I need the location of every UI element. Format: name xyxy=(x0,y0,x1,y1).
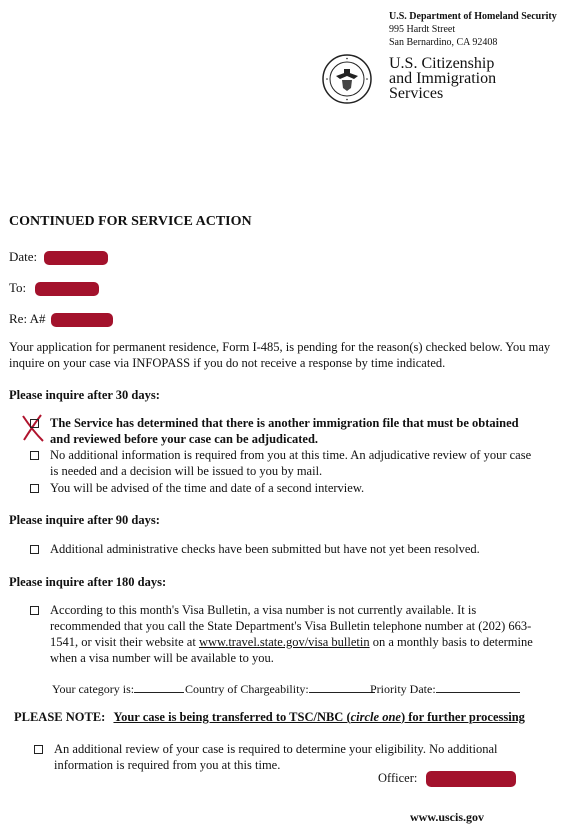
date-field xyxy=(9,249,108,265)
date-redaction xyxy=(44,251,108,265)
option-admin-checks-checkbox[interactable] xyxy=(30,545,39,554)
option-additional-review[interactable] xyxy=(34,741,554,773)
option-visa-bulletin-checkbox[interactable] xyxy=(30,606,39,615)
category-label: Your category is: xyxy=(52,682,135,696)
priority-date-label: Priority Date: xyxy=(370,682,436,696)
to-field xyxy=(9,280,99,296)
agency-name-line1: U.S. Citizenship xyxy=(389,55,495,72)
agency-name xyxy=(389,56,496,101)
city-address: San Bernardino, CA 92408 xyxy=(389,37,498,48)
re-label: Re: A# xyxy=(9,311,46,326)
street-address: 995 Hardt Street xyxy=(389,24,456,35)
transfer-notice-c: ) for further processing xyxy=(400,710,525,724)
agency-name-line3: Services xyxy=(389,85,444,102)
option-another-file-checkbox[interactable] xyxy=(30,419,39,428)
option-another-file[interactable] xyxy=(30,415,540,447)
section-90-days-heading: Please inquire after 90 days: xyxy=(9,513,160,527)
to-redaction xyxy=(35,282,99,296)
category-blank[interactable] xyxy=(134,682,184,693)
date-label: Date: xyxy=(9,249,38,264)
option-no-info-required-checkbox[interactable] xyxy=(30,451,39,460)
option-no-info-required[interactable] xyxy=(30,447,542,479)
visa-bulletin-text-part1: According to this month's Visa Bulletin, a visa number is not currently available. It is recommended that you call the State Department's Visa Bulletin telephone number at (202) 663-1541, or visit their website at xyxy=(50,603,532,649)
priority-date-field xyxy=(370,682,520,697)
option-admin-checks-text: Additional administrative checks have been submitted but have not yet been resolved. xyxy=(50,542,480,556)
department-name: U.S. Department of Homeland Security xyxy=(389,11,557,22)
option-second-interview-checkbox[interactable] xyxy=(30,484,39,493)
re-field xyxy=(9,311,113,327)
officer-redaction xyxy=(426,771,516,787)
option-no-info-required-text: No additional information is required from you at this time. An adjudicative review of your case is needed and a decision will be issued to you by mail. xyxy=(50,448,532,478)
website-url[interactable]: www.uscis.gov xyxy=(410,810,485,824)
country-blank[interactable] xyxy=(309,682,375,693)
priority-date-blank[interactable] xyxy=(436,682,520,693)
officer-field xyxy=(378,771,516,787)
visa-bulletin-link[interactable]: www.travel.state.gov/visa bulletin xyxy=(198,635,370,649)
dhs-seal-icon xyxy=(322,54,372,104)
option-additional-review-checkbox[interactable] xyxy=(34,745,43,754)
visa-bulletin-text-part2: on a monthly basis to determine when a visa number will be available to you. xyxy=(50,635,533,665)
transfer-notice-a: Your case is being transferred to TSC/NBC ( xyxy=(113,710,351,724)
please-note-label: PLEASE NOTE: xyxy=(14,710,106,724)
option-visa-bulletin-text xyxy=(50,602,550,666)
category-field xyxy=(52,682,184,697)
option-admin-checks[interactable] xyxy=(30,541,540,557)
option-visa-bulletin[interactable] xyxy=(30,602,550,666)
please-note xyxy=(14,710,525,725)
option-second-interview-text: You will be advised of the time and date of a second interview. xyxy=(50,481,365,495)
agency-name-line2: and Immigration xyxy=(389,70,497,87)
officer-label: Officer: xyxy=(378,771,418,785)
anumber-redaction xyxy=(51,313,113,327)
section-30-days-heading: Please inquire after 30 days: xyxy=(9,388,160,402)
option-additional-review-text: An additional review of your case is required to determine your eligibility. No additional information is required from you at this time. xyxy=(54,742,498,772)
intro-paragraph: Your application for permanent residence, Form I-485, is pending for the reason(s) checked below. You may inquire on your case via INFOPASS if you do not receive a response by time indicated. xyxy=(9,340,551,370)
to-label: To: xyxy=(9,280,27,295)
country-label: Country of Chargeability: xyxy=(185,682,309,696)
country-field xyxy=(185,682,375,697)
section-180-days-heading: Please inquire after 180 days: xyxy=(9,575,167,589)
document-title: CONTINUED FOR SERVICE ACTION xyxy=(9,214,252,229)
transfer-notice-b: circle one xyxy=(350,710,401,724)
option-another-file-text: The Service has determined that there is another immigration file that must be obtained and reviewed before your case can be adjudicated. xyxy=(50,416,519,446)
transfer-notice xyxy=(113,710,524,724)
agency-address xyxy=(389,10,557,49)
option-second-interview[interactable] xyxy=(30,480,540,496)
